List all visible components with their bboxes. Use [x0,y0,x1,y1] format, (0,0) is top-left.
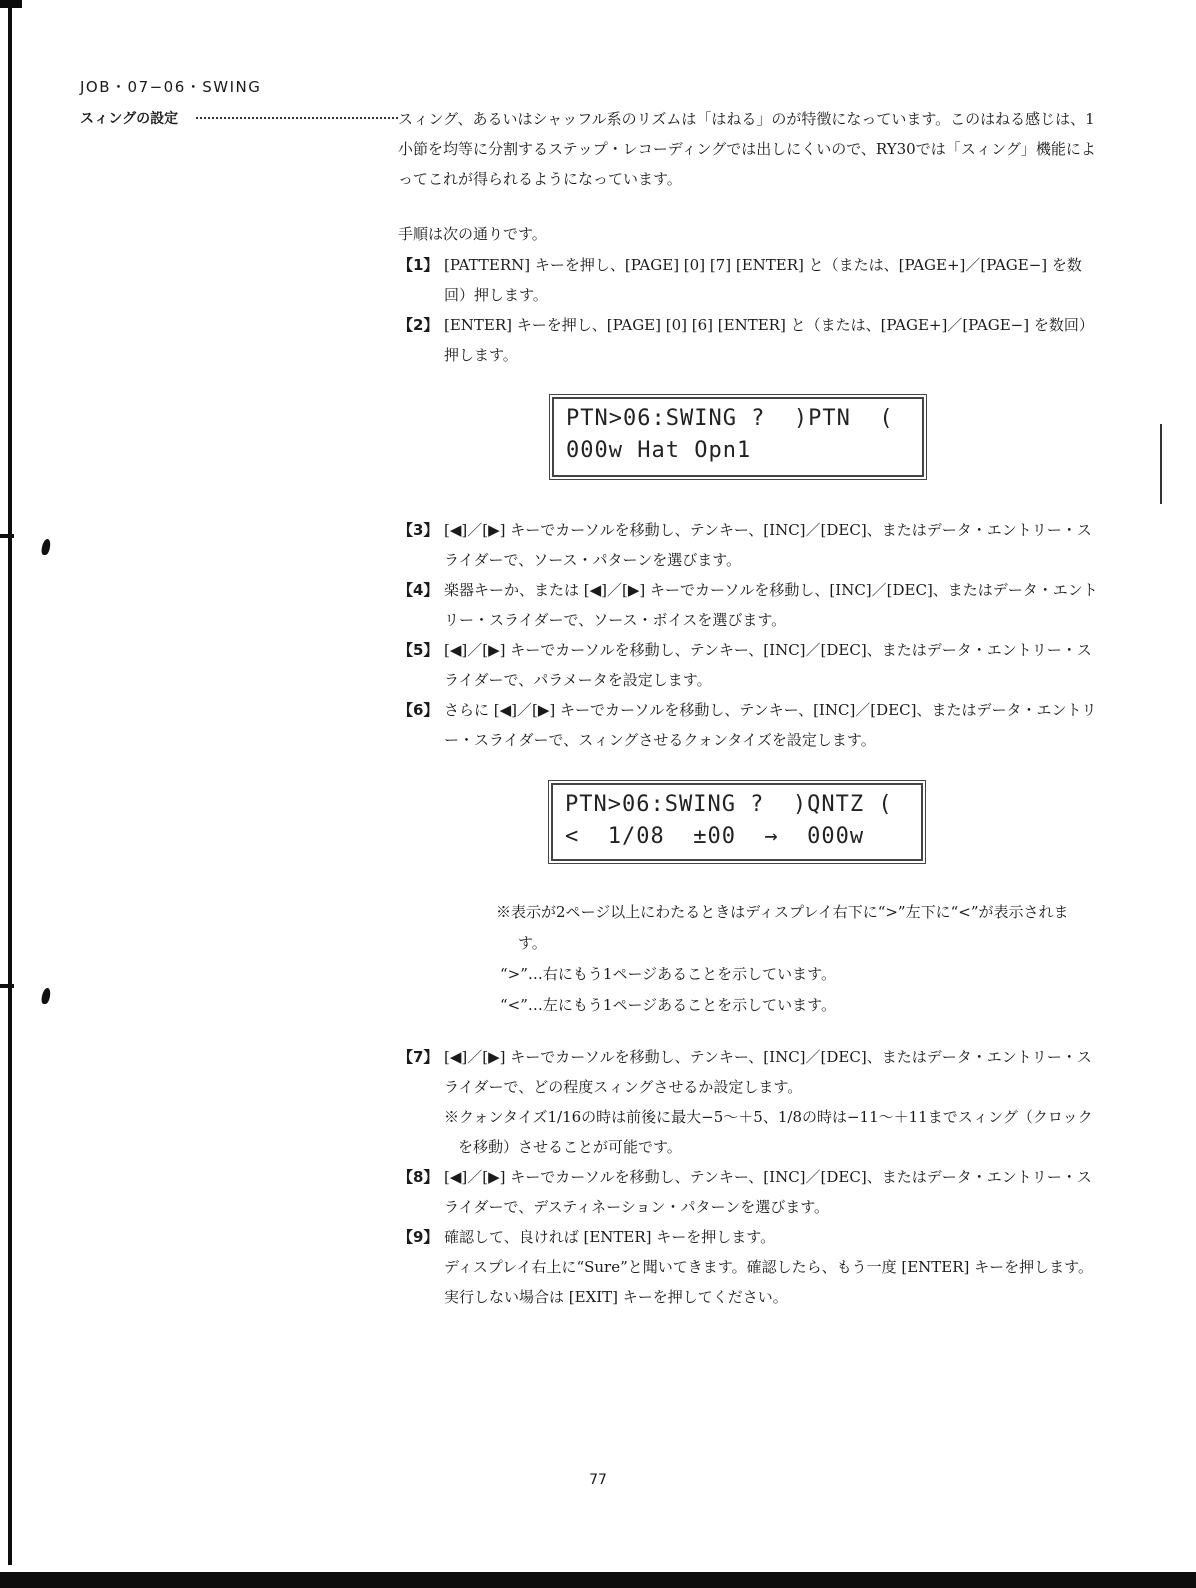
step-item [398,1162,1098,1222]
step-note: ※クォンタイズ1/16の時は前後に最大−5〜＋5、1/8の時は−11〜＋11までスィング（クロックを移動）させることが可能です。 [444,1108,1093,1156]
page-indicator-note [496,897,1096,1021]
top-corner-mark [0,0,22,8]
lcd-display-quantize [551,783,923,861]
step-item [398,515,1098,575]
lcd-line-2: < 1/08 ±00 → 000w [565,824,865,849]
lcd-line-1: PTN>06:SWING ? )QNTZ ( [565,792,893,817]
step-text: [◀]／[▶] キーでカーソルを移動し、テンキー、[INC]／[DEC]、またはデータ・エントリー・スライダーで、デスティネーション・パターンを選びます。 [444,1168,1092,1216]
note-left-indicator: “<”…左にもう1ページあることを示しています。 [500,996,836,1014]
step-number: 【4】 [398,581,439,599]
dotted-leader [196,117,398,119]
right-margin-rule [1160,424,1162,504]
steps-list-parameters [398,515,1098,755]
step-item [398,310,1098,370]
step-text: さらに [◀]／[▶] キーでカーソルを移動し、テンキー、[INC]／[DEC]、またはデータ・エントリー・スライダーで、スィングさせるクォンタイズを設定します。 [444,701,1097,749]
section-title: スィングの設定 [80,111,179,127]
margin-dash-lower [0,984,14,988]
step-item [398,1042,1098,1162]
step-number: 【2】 [398,316,439,334]
step-number: 【3】 [398,521,439,539]
note-right-indicator: “>”…右にもう1ページあることを示しています。 [500,965,836,983]
step-number: 【7】 [398,1048,439,1066]
step-item [398,695,1098,755]
binding-edge-rule [8,0,12,1565]
step-item [398,250,1098,310]
procedure-intro: 手順は次の通りです。 [398,225,547,243]
step-extra: 実行しない場合は [EXIT] キーを押してください。 [444,1288,788,1306]
page-number: 77 [589,1472,607,1488]
step-number: 【6】 [398,701,439,719]
step-item [398,575,1098,635]
job-code-header: JOB・07−06・SWING [80,78,262,96]
lcd-display-source [552,397,924,477]
step-item [398,635,1098,695]
steps-list-setup [398,250,1098,370]
steps-list-execute [398,1042,1098,1312]
lcd-line-2: 000w Hat Opn1 [566,438,752,463]
step-text: 楽器キーか、または [◀]／[▶] キーでカーソルを移動し、[INC]／[DEC]、またはデータ・エントリー・スライダーで、ソース・ボイスを選びます。 [444,581,1098,629]
step-item [398,1222,1098,1312]
step-text: [◀]／[▶] キーでカーソルを移動し、テンキー、[INC]／[DEC]、またはデータ・エントリー・スライダーで、ソース・パターンを選びます。 [444,521,1092,569]
note-text: ※表示が2ページ以上にわたるときはディスプレイ右下に“>”左下に“<”が表示されます。 [496,903,1069,952]
punch-hole-mark-upper [41,539,52,555]
step-text: [PATTERN] キーを押し、[PAGE] [0] [7] [ENTER] と（または、[PAGE+]／[PAGE−] を数回）押します。 [444,256,1082,304]
step-number: 【8】 [398,1168,439,1186]
intro-paragraph: スィング、あるいはシャッフル系のリズムは「はねる」のが特徴になっています。このはねる感じは、1小節を均等に分割するステップ・レコーディングでは出しにくいので、RY30では「スィング」機能によってこれが得られるようになっています。 [398,110,1096,188]
step-text: [◀]／[▶] キーでカーソルを移動し、テンキー、[INC]／[DEC]、またはデータ・エントリー・スライダーで、どの程度スィングさせるか設定します。 [444,1048,1092,1096]
step-text: 確認して、良ければ [ENTER] キーを押します。 [444,1228,776,1246]
step-text: [ENTER] キーを押し、[PAGE] [0] [6] [ENTER] と（または、[PAGE+]／[PAGE−] を数回）押します。 [444,316,1094,364]
step-number: 【9】 [398,1228,439,1246]
step-number: 【1】 [398,256,439,274]
margin-dash-upper [0,534,14,538]
bottom-scan-edge [0,1572,1196,1588]
step-extra: ディスプレイ右上に“Sure”と聞いてきます。確認したら、もう一度 [ENTER] キーを押します。 [444,1258,1093,1276]
step-number: 【5】 [398,641,439,659]
lcd-line-1: PTN>06:SWING ? )PTN ( [566,406,894,431]
punch-hole-mark-lower [41,988,52,1004]
step-text: [◀]／[▶] キーでカーソルを移動し、テンキー、[INC]／[DEC]、またはデータ・エントリー・スライダーで、パラメータを設定します。 [444,641,1092,689]
